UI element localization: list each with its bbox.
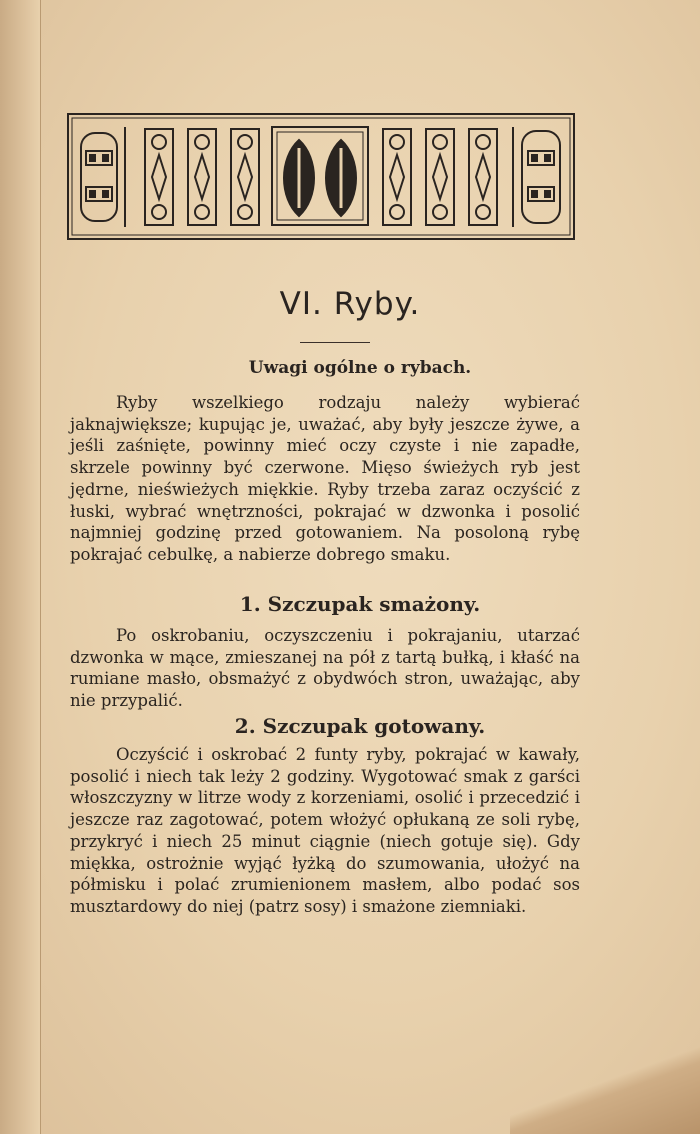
recipe-text: Oczyścić i oskrobać 2 funty ryby, pokrajać w kawały, posolić i niech tak leży 2 godziny. Wygotować smak z garści włoszczyzny w litrze wody z korzeniami, osolić i przecedzić i jeszcze raz zagotować, potem włożyć opłukaną ze soli rybę, przykryć i niech 25 minut ciągnie (niech gotuje się). Gdy miękka, ostrożnie wyjąć łyżką do szumowania, ułożyć na półmisku i polać zrumienionem masłem, albo podać sos musztardowy do niej (patrz sosy) i smażone ziemniaki. bbox=[70, 745, 580, 916]
page-binding-edge bbox=[0, 0, 41, 1134]
recipe-text: Po oskrobaniu, oczyszczeniu i pokrajaniu, utarzać dzwonka w mące, zmieszanej na pół z tartą bułką, i kłaść na rumiane masło, obsmażyć z obydwóch stron, uważając, aby nie przypalić. bbox=[70, 626, 580, 711]
recipe-title: 2. Szczupak gotowany. bbox=[234, 714, 486, 738]
intro-paragraph: Ryby wszelkiego rodzaju należy wybierać jaknajwiększe; kupując je, uważać, aby były jeszcze żywe, a jeśli zaśnięte, powinny mieć oczy czyste i nie zapadłe, skrzele powinny być czerwone. Mięso świeżych ryb jest jędrne, nieświeżych miękkie. Ryby trzeba zaraz oczyścić z łuski, wybrać wnętrzności, pokrajać w dzwonka i posolić najmniej godzinę przed gotowaniem. Na posoloną rybę pokrajać cebulkę, a nabierze dobrego smaku. bbox=[70, 393, 580, 564]
decorative-header-ornament bbox=[67, 113, 575, 240]
chapter-title: VI. Ryby. bbox=[279, 286, 421, 322]
recipe-title: 1. Szczupak smażony. bbox=[239, 592, 481, 616]
section-heading: Uwagi ogólne o rybach. bbox=[248, 358, 472, 378]
title-underline bbox=[300, 342, 370, 343]
torn-corner bbox=[510, 1044, 700, 1134]
